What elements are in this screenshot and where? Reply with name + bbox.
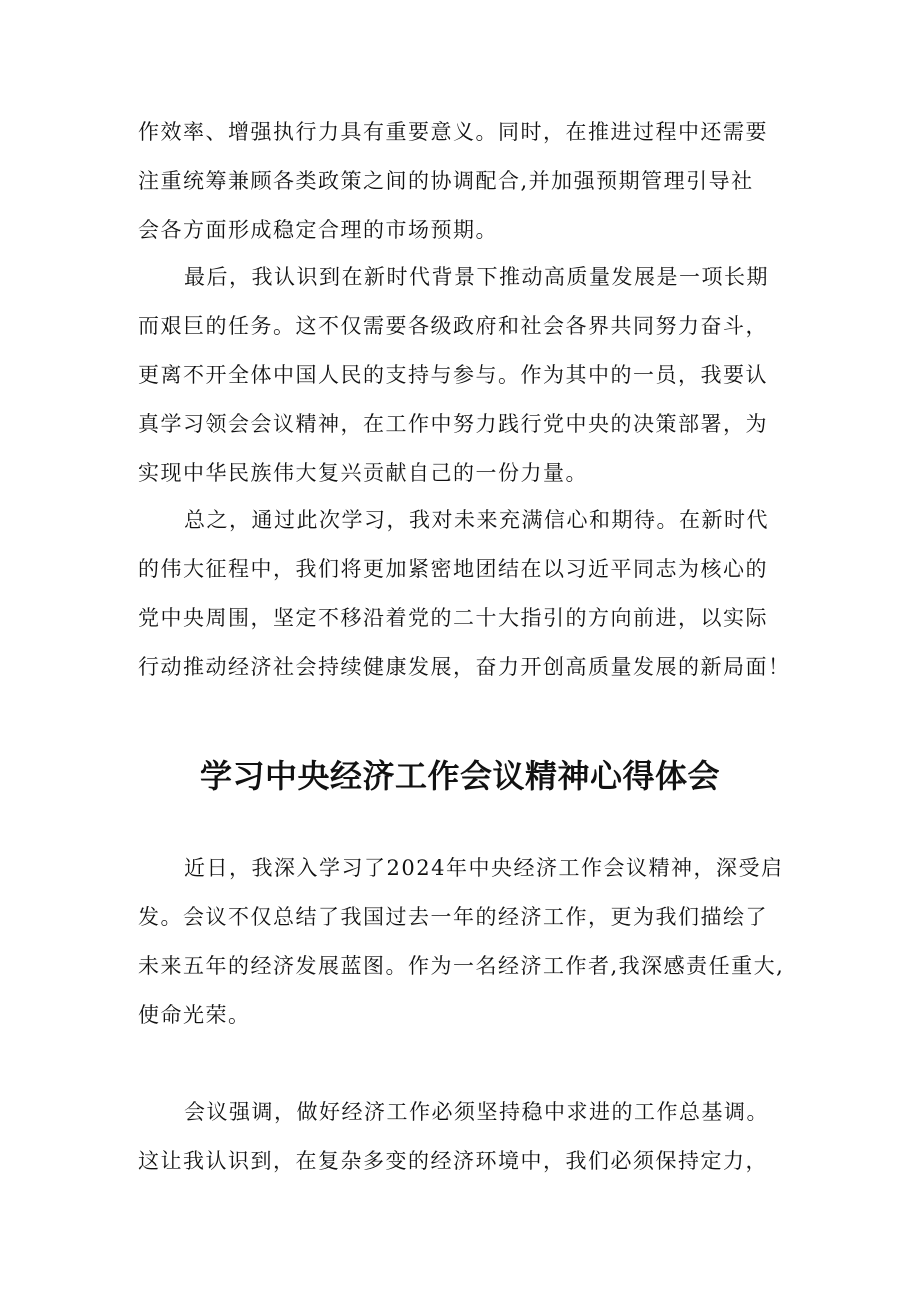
paragraph-line: 会议强调，做好经济工作必须坚持稳中求进的工作总基调。 xyxy=(184,1100,769,1124)
paragraph-line: 这让我认识到，在复杂多变的经济环境中，我们必须保持定力， xyxy=(138,1149,768,1173)
paragraph-line: 的伟大征程中，我们将更加紧密地团结在以习近平同志为核心的 xyxy=(138,557,768,581)
paragraph-summary xyxy=(138,496,798,692)
paragraph-continued xyxy=(138,108,798,255)
paragraph-line: 注重统筹兼顾各类政策之间的协调配合,并加强预期管理引导社 xyxy=(138,169,754,193)
paragraph-meeting xyxy=(138,1088,798,1186)
paragraph-line: 行动推动经济社会持续健康发展，奋力开创高质量发展的新局面！ xyxy=(138,655,791,679)
paragraph-line: 会各方面形成稳定合理的市场预期。 xyxy=(138,218,498,242)
paragraph-line: 党中央周围，坚定不移沿着党的二十大指引的方向前进，以实际 xyxy=(138,606,768,630)
document-title: 学习中央经济工作会议精神心得体会 xyxy=(199,757,720,795)
paragraph-line: 发。会议不仅总结了我国过去一年的经济工作，更为我们描绘了 xyxy=(138,905,768,929)
paragraph-line: 近日，我深入学习了2024年中央经济工作会议精神，深受启 xyxy=(184,856,784,880)
paragraph-line: 更离不开全体中国人民的支持与参与。作为其中的一员，我要认 xyxy=(138,363,768,387)
paragraph-line: 使命光荣。 xyxy=(138,1003,251,1027)
paragraph-line: 总之，通过此次学习，我对未来充满信心和期待。在新时代 xyxy=(184,508,769,532)
paragraph-line: 而艰巨的任务。这不仅需要各级政府和社会各界共同努力奋斗， xyxy=(138,314,768,338)
paragraph-line: 实现中华民族伟大复兴贡献自己的一份力量。 xyxy=(138,461,588,485)
paragraph-line: 作效率、增强执行力具有重要意义。同时，在推进过程中还需要 xyxy=(138,120,768,144)
paragraph-line: 未来五年的经济发展蓝图。作为一名经济工作者,我深感责任重大, xyxy=(138,954,785,978)
paragraph-line: 最后，我认识到在新时代背景下推动高质量发展是一项长期 xyxy=(184,265,769,289)
paragraph-finally xyxy=(138,253,798,498)
paragraph-intro xyxy=(138,844,798,1040)
paragraph-line: 真学习领会会议精神，在工作中努力践行党中央的决策部署，为 xyxy=(138,412,768,436)
